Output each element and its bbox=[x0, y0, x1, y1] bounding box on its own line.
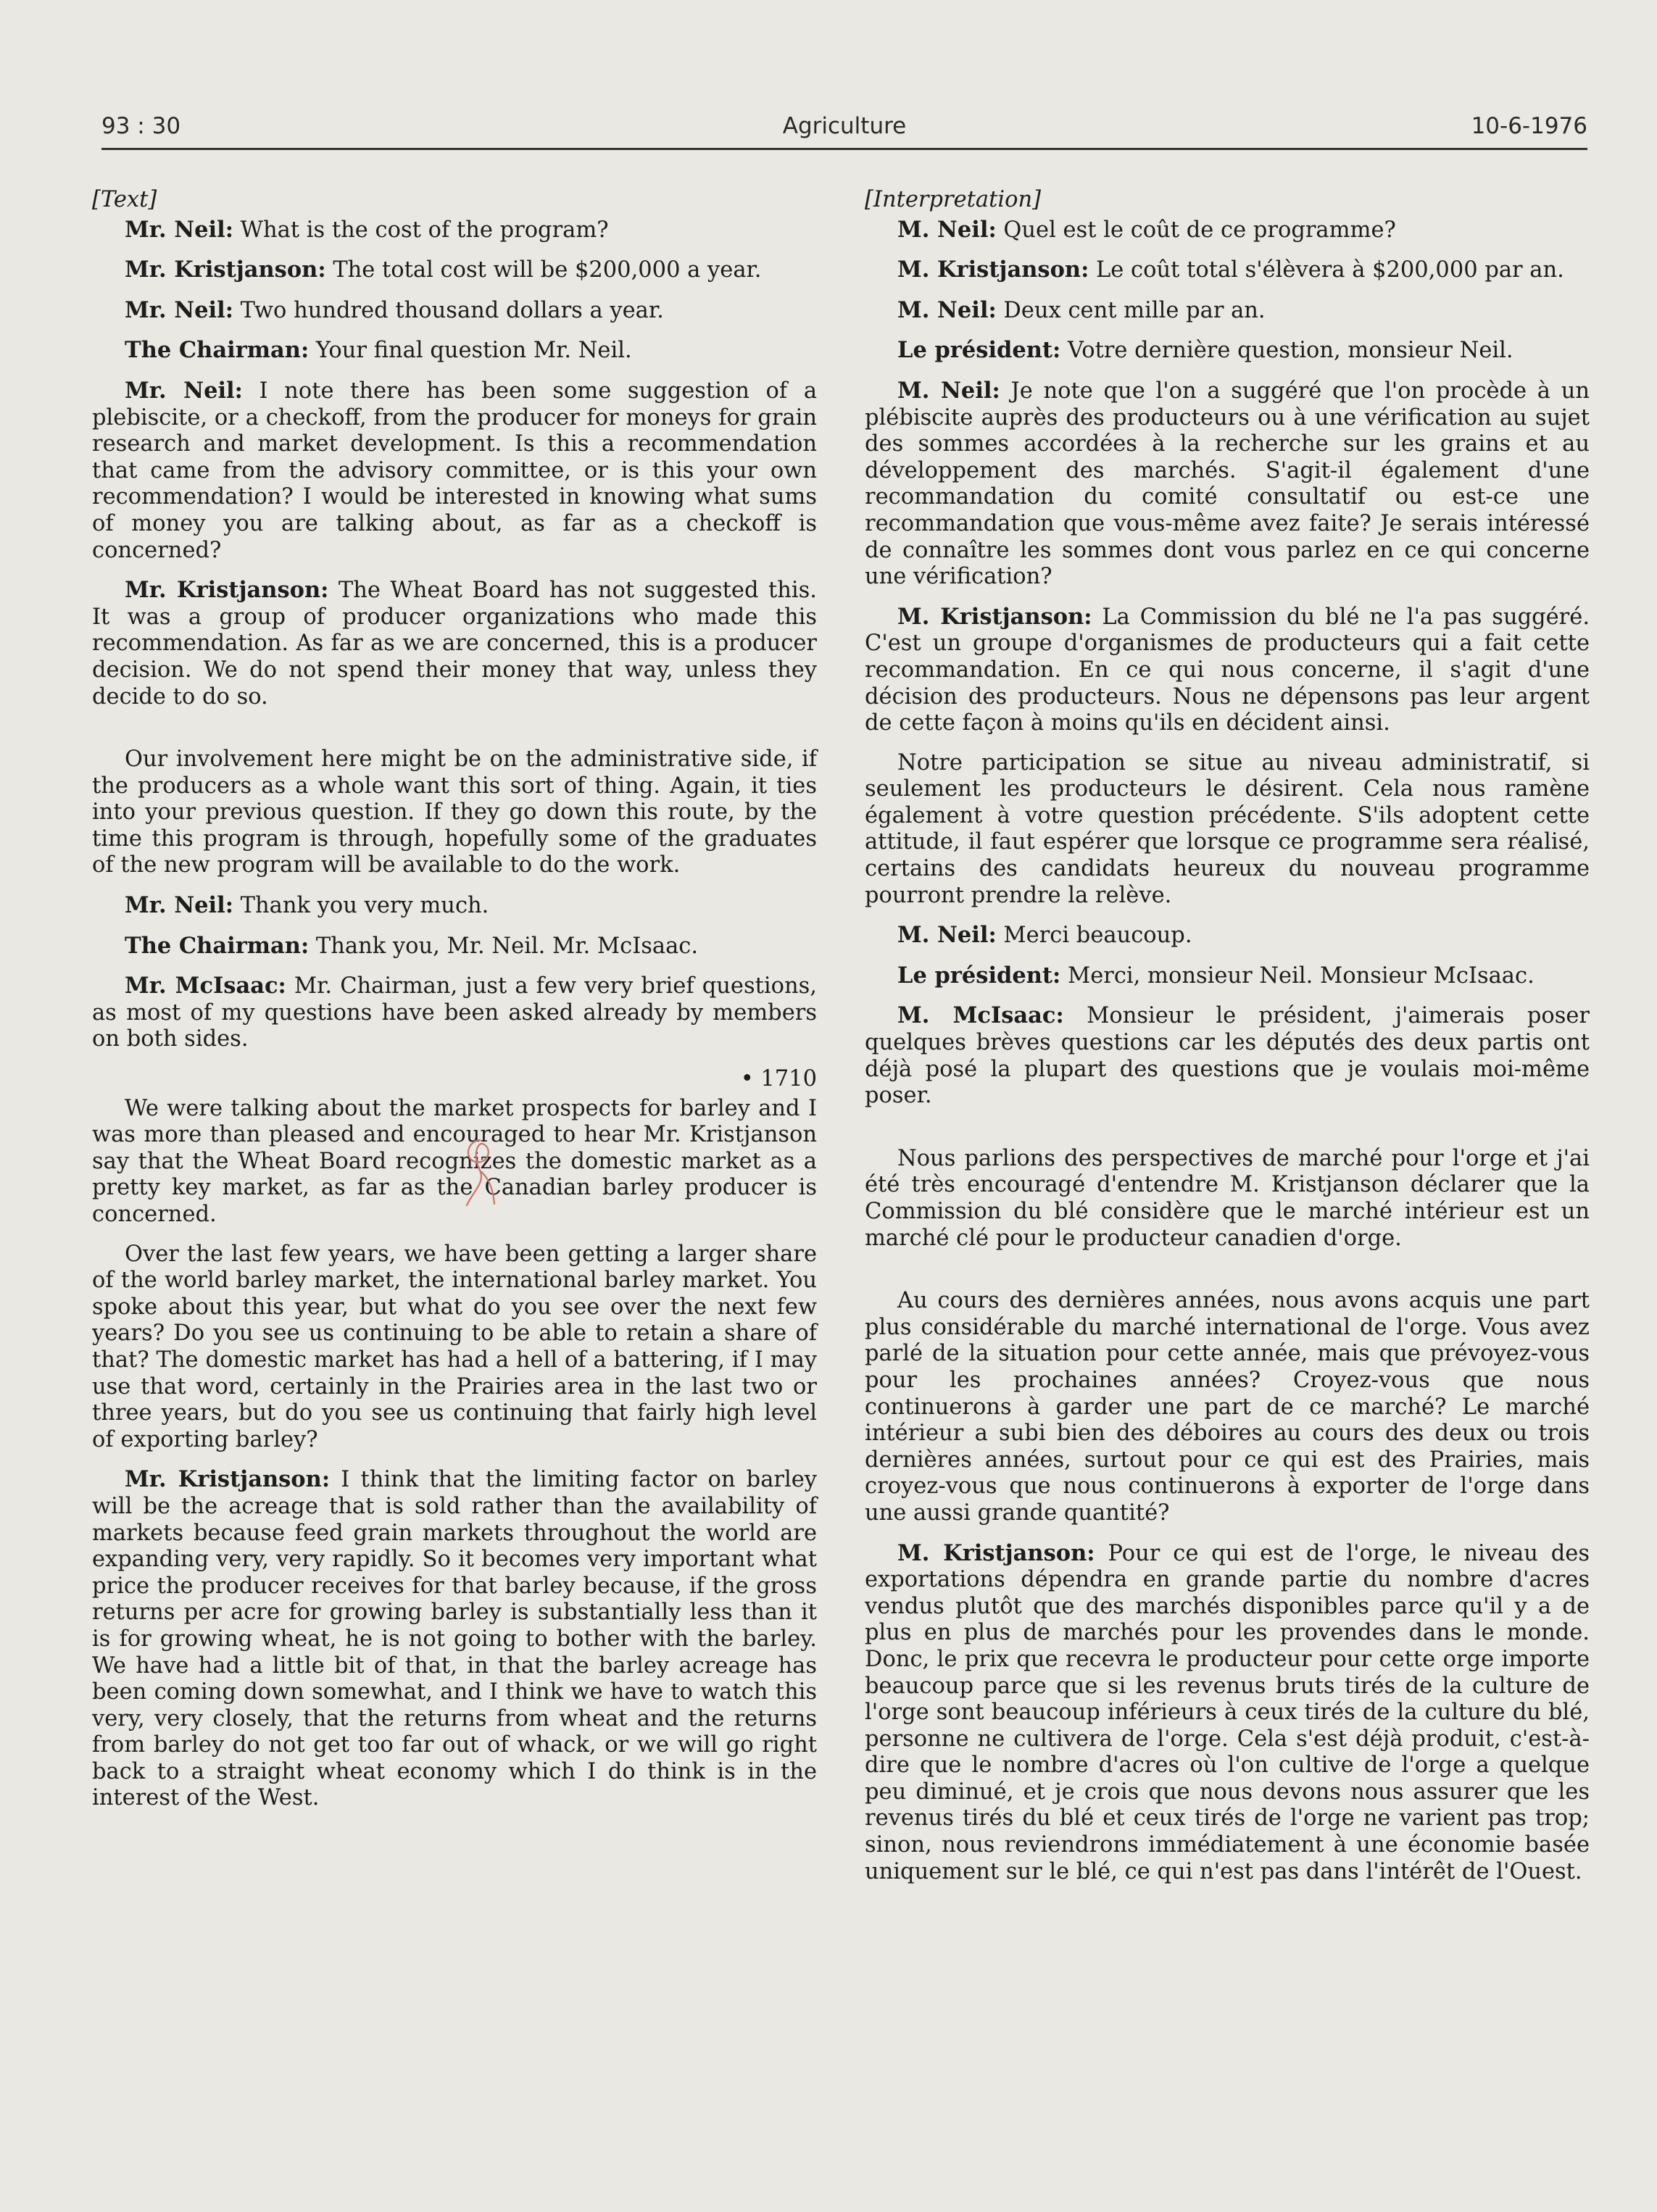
speech: I think that the limiting factor on barley will be the acreage that is sold rather than the availability of markets because feed grain markets throughout the world are expanding very, very rapidly. So it becomes very important what price the producer receives for that barley because, if the gross returns per acre for growing barley is substantially less than it is for growing wheat, he is not going to bother with the barley. We have had a little bit of that, in that the barley acreage has been coming down somewhat, and I think we have to watch this very, very closely, that the returns from wheat and the returns from barley do not get too far out of whack, or we will go right back to a straight wheat economy which I do think is in the interest of the West. bbox=[92, 1467, 817, 1811]
speaker: The Chairman: bbox=[125, 932, 310, 959]
speech: La Commission du blé ne l'a pas suggéré. C'est un groupe d'organismes de producteurs qui a fait cette recommandation. En ce qui nous concerne, il s'agit d'une décision des producteurs. Nous ne dépensons pas leur argent de cette façon à moins qu'ils en décident ainsi. bbox=[865, 604, 1590, 736]
speech: I note there has been some suggestion of a plebiscite, or a checkoff, from the producer for moneys for grain research and market development. Is this a recommendation that came from the advisory committee, or is this your own recommendation? I would be interested in knowing what sums of money you are talking about, as far as a checkoff is concerned? bbox=[92, 378, 818, 563]
page-header bbox=[101, 109, 1587, 150]
speaker: M. Neil: bbox=[897, 922, 997, 949]
speech: We were talking about the market prospects for barley and I was more than pleased and encouraged to hear Mr. Kristjanson say that the Wheat Board recognizes the domestic market as a pretty key market, as far as the Canadian barley producer is concerned. bbox=[92, 1095, 817, 1227]
speaker: Mr. Neil: bbox=[125, 377, 243, 404]
speaker: Mr. Neil: bbox=[125, 892, 233, 919]
speech: Your final question Mr. Neil. bbox=[309, 338, 632, 364]
speech: Le coût total s'élèvera à $200,000 par an. bbox=[1089, 257, 1564, 283]
speech: Pour ce qui est de l'orge, le niveau des exportations dépendra en grande partie du nombre d'acres vendus plutôt que des marchés disponibles parce qu'il y a de plus en plus de marchés pour les provendes dans le monde. Donc, le prix que recevra le producteur pour cette orge importe beaucoup parce que si les revenus bruts tirés de la culture de l'orge sont beaucoup inférieurs à ceux tirés de la culture du blé, personne ne cultivera de l'orge. Cela s'est déjà produit, c'est-à-dire que le nombre d'acres où l'on cultive de l'orge a quelque peu diminué, et je crois que nous devons nous assurer que les revenus tirés du blé et ceux tirés de l'orge ne varient pas trop; sinon, nous reviendrons immédiatement à une économie basée uniquement sur le blé, ce qui n'est pas dans l'intérêt de l'Ouest. bbox=[865, 1540, 1590, 1884]
speech: Au cours des dernières années, nous avons acquis une part plus considérable du marché international de l'orge. Vous avez parlé de la situation pour cette année, mais que prévoyez-vous pour les prochaines années? Croyez-vous que nous continuerons à garder une part de ce marché? Le marché intérieur a subi bien des déboires au cours des deux ou trois dernières années, surtout pour ce qui est des Prairies, mais croyez-vous que nous continuerons à exporter de l'orge dans une aussi grande quantité? bbox=[865, 1288, 1590, 1526]
speech: Merci beaucoup. bbox=[996, 923, 1192, 949]
paragraph bbox=[92, 892, 817, 920]
paragraph bbox=[865, 337, 1590, 365]
paragraph bbox=[92, 1242, 817, 1454]
speaker: The Chairman: bbox=[125, 337, 310, 364]
paragraph bbox=[865, 257, 1590, 284]
paragraph bbox=[92, 577, 817, 710]
paragraph bbox=[865, 962, 1590, 990]
speaker: Mr. Kristjanson: bbox=[125, 577, 329, 604]
speaker: Le président: bbox=[897, 962, 1061, 989]
page-title: Agriculture bbox=[782, 113, 907, 139]
time-marker: • 1710 bbox=[740, 1066, 817, 1092]
paragraph bbox=[865, 217, 1590, 244]
speech: The Wheat Board has not suggested this. It was a group of producer organizations who made this recommendation. As far as we are concerned, this is a producer decision. We do not spend their money that way, unless they decide to do so. bbox=[92, 578, 817, 710]
page-date: 10-6-1976 bbox=[1471, 113, 1587, 139]
section-label: [Text] bbox=[92, 187, 157, 212]
paragraph bbox=[92, 933, 817, 960]
speech: Je note que l'on a suggéré que l'on procède à un plébiscite auprès des producteurs ou à une vérification au sujet des sommes accordées à la recherche sur les grains et au développement des marchés. S'agit-il également d'une recommandation du comité consultatif ou est-ce une recommandation que vous-même avez faite? Je serais intéressé de connaître les sommes dont vous parlez en ce qui concerne une vérification? bbox=[865, 378, 1590, 590]
speaker: Mr. Kristjanson: bbox=[125, 1466, 331, 1493]
paragraph bbox=[865, 1002, 1590, 1109]
speaker: Mr. Neil: bbox=[125, 296, 233, 323]
speaker: M. Neil: bbox=[897, 216, 997, 243]
paragraph bbox=[865, 1540, 1590, 1886]
speaker: Mr. McIsaac: bbox=[125, 973, 286, 999]
speech: Thank you very much. bbox=[233, 893, 489, 919]
speaker: M. Kristjanson: bbox=[897, 1539, 1095, 1566]
paragraph bbox=[92, 217, 817, 244]
english-column bbox=[92, 187, 817, 1825]
speech: Deux cent mille par an. bbox=[996, 297, 1266, 323]
speech: Notre participation se situe au niveau administratif, si seulement les producteurs le désirent. Cela nous ramène également à votre question précédente. S'ils adoptent cette attitude, il faut espérer que lorsque ce programme sera réalisé, certains des candidats heureux du nouveau programme pourront prendre la relève. bbox=[865, 749, 1590, 908]
paragraph bbox=[92, 973, 817, 1053]
speaker: M. Kristjanson: bbox=[897, 603, 1092, 630]
section-label: [Interpretation] bbox=[865, 187, 1041, 212]
speech: What is the cost of the program? bbox=[233, 217, 609, 243]
speaker: M. McIsaac: bbox=[897, 1002, 1064, 1029]
speech: Nous parlions des perspectives de marché pour l'orge et j'ai été très encouragé d'entendre M. Kristjanson déclarer que la Commission du blé considère que le marché intérieur est un marché clé pour le producteur canadien d'orge. bbox=[865, 1145, 1590, 1251]
paragraph bbox=[92, 378, 817, 564]
speech: Quel est le coût de ce programme? bbox=[996, 217, 1396, 243]
paragraph bbox=[865, 750, 1590, 910]
paragraph bbox=[92, 1096, 817, 1228]
speaker: M. Neil: bbox=[897, 377, 1000, 404]
paragraph bbox=[92, 747, 817, 879]
speech: Over the last few years, we have been getting a larger share of the world barley market, the international barley market. You spoke about this year, but what do you see over the next few years? Do you see us continuing to be able to retain a share of that? The domestic market has had a hell of a battering, if I may use that word, certainly in the Prairies area in the last two or three years, but do you see us continuing that fairly high level of exporting barley? bbox=[92, 1241, 817, 1452]
speaker: M. Kristjanson: bbox=[897, 257, 1089, 283]
speech: The total cost will be $200,000 a year. bbox=[325, 257, 762, 283]
speaker: M. Neil: bbox=[897, 296, 997, 323]
speaker: Mr. Neil: bbox=[125, 216, 233, 243]
paragraph bbox=[865, 1146, 1590, 1252]
paragraph bbox=[865, 297, 1590, 325]
paragraph bbox=[865, 604, 1590, 737]
speech: Our involvement here might be on the administrative side, if the producers as a whole want this sort of thing. Again, it ties into your previous question. If they go down this route, by the time this program is through, hopefully some of the graduates of the new program will be available to do the work. bbox=[92, 747, 817, 878]
speech: Thank you, Mr. Neil. Mr. McIsaac. bbox=[309, 933, 699, 959]
paragraph bbox=[865, 922, 1590, 949]
paragraph bbox=[92, 337, 817, 365]
speech: Mr. Chairman, just a few very brief questions, as most of my questions have been asked already by members on both sides. bbox=[92, 973, 817, 1052]
paragraph bbox=[92, 1466, 817, 1812]
french-column bbox=[865, 187, 1590, 1898]
speaker: Le président: bbox=[897, 337, 1061, 364]
speech: Votre dernière question, monsieur Neil. bbox=[1060, 338, 1513, 364]
page-number: 93 : 30 bbox=[101, 113, 181, 139]
paragraph bbox=[865, 378, 1590, 591]
paragraph bbox=[92, 297, 817, 325]
speech: Merci, monsieur Neil. Monsieur McIsaac. bbox=[1060, 962, 1535, 989]
paragraph bbox=[865, 1288, 1590, 1526]
speech: Monsieur le président, j'aimerais poser quelques brèves questions car les députés des deux partis ont déjà posé la plupart des questions que je voulais moi-même poser. bbox=[865, 1003, 1590, 1109]
paragraph bbox=[92, 257, 817, 284]
speaker: Mr. Kristjanson: bbox=[125, 257, 326, 283]
speech: Two hundred thousand dollars a year. bbox=[233, 297, 664, 323]
